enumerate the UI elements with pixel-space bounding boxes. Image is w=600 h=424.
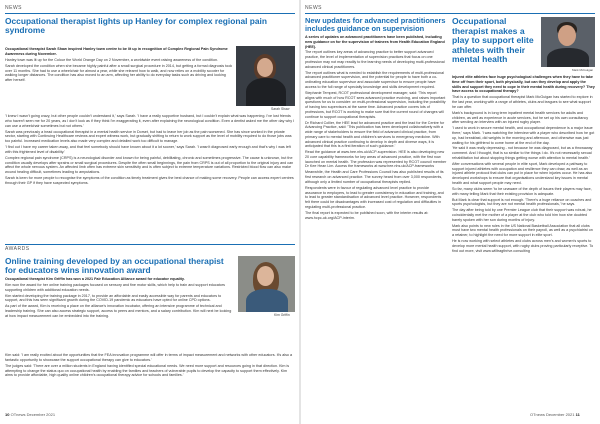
left-article-paragraph: 'I find out I have my career taken away, and that feel somebody should have known about it a lot sooner,' says Sarah. 'I wasn't diagnosed early enough and that's why I was left with this frightened level of disability.' xyxy=(5,145,291,154)
right-article-paragraph: Dr Richard Collier, the HEE lead for advanced practice and the lead for the Centre for Advancing Practice, said: 'This publication has been developed collaboratively with a wide range of stakeholders to ensure the field of advanced clinical practice, from primary care to mental health and children's services to emergency medicine. With advanced clinical practice continuing to develop in depth and diverse ways, it is anticipated that this is a first iteration of such guidance.' xyxy=(305,120,445,149)
photo-head-shape xyxy=(257,266,274,286)
left-article-paragraph: Sarah developed the condition when she became highly painful after a small surgical procedure in 2014, but getting a formal diagnosis took over 11 months. She had to use a wheelchair for almost a year, while she relearnt how to walk, and now relies on a mobility scooter for walking longer distances. The condition has also moved to an arm, affecting her ability to do everyday tasks such as driving and looking after herself. xyxy=(5,63,233,83)
right-header-rule xyxy=(305,13,595,14)
photo-head-shape xyxy=(257,58,273,77)
right-article xyxy=(305,17,447,220)
left-article-body xyxy=(5,46,233,83)
left-article-paragraph: Hanley town was lit up for the Colour the World Orange Day on 2 November, a worldwide event raising awareness of the condition. xyxy=(5,57,219,62)
kim-griffin-photo xyxy=(238,256,295,312)
right-article-paragraph: The report outlines key areas of advancing practice to better support advanced practice, the level of implementation of supervision practices that focus on one profession may not map readily to the learning needs of developing multi-professional advanced clinical practitioners. xyxy=(305,50,445,69)
photo-body-shape xyxy=(246,289,288,312)
photo-caption: Mark McGuigan xyxy=(572,68,594,72)
left-page-number: 10 xyxy=(5,412,10,417)
awards-rule xyxy=(5,244,295,245)
left-article-paragraph: Sarah was previously a head occupational therapist in a mental health service in Dorset, but had to leave her job as the pain worsened. She has since worked in the private sector, starting with Continuing Healthcare reviews and expert witness work, but gradually shifting to return to work support as the level of mobility required to do those jobs was too painful. Increased medication levels also made very complex and detailed work too difficult to manage. xyxy=(5,129,292,144)
photo-caption: Sarah Shaw xyxy=(271,107,290,111)
sidebar-paragraph: So far, many clubs seem 'to be unaware of the depth of issues their players may face, with many telling Mark that their existing provision is adequate. xyxy=(452,186,592,196)
sidebar-paragraph: Mark's background is in long term inpatient mental health services for adults and children, as well as experience in acute services, but he set up his own consultancy after sending an interview with an injured rugby player. xyxy=(452,110,589,125)
photo-head-shape xyxy=(558,25,576,46)
right-article-paragraph: The final report is expected to be published soon, with the interim results at: www.hcpc-uk.org/ACP-interim. xyxy=(305,210,429,220)
left-article xyxy=(5,17,295,36)
left-section-label: NEWS xyxy=(5,5,22,11)
awards-headline: Online training developed by an occupational therapist for educators wins innovation award xyxy=(5,256,224,276)
left-article-body-lower xyxy=(5,113,295,185)
awards-paragraph: Kim said: 'I am really excited about the opportunities that the FEA innovation programme will offer in terms of impact measurement and networks with other educators. It's also a fantastic opportunity to showcase the support occupational therapy can give to educators.' xyxy=(5,353,293,362)
awards-article-lower xyxy=(5,352,295,378)
right-footer xyxy=(530,412,580,417)
left-footer-text: OTnews December 2021 xyxy=(10,412,56,417)
sidebar-paragraph: After conversations with several people in elite sport, Mark developed a pathway to support injured athletes with occupation and resilience they can draw, as well as an injured athlete protocol that clubs can put in place for when injuries occur. He has also developed workshops to ensure that organisations understand key issues in mental health and what support people may need. xyxy=(452,161,593,185)
right-article-paragraph: A series of updates on advanced practitioners have been published, including new guidance on for the supervision of trainees from Health Education England (HEE). xyxy=(305,35,445,49)
awards-paragraph: Kim started developing the training package in 2017, to provide an affordable and easily accessible way for parents and educators to support, and this has seen significant growth during the COVID-19 pandemic as educators have opted for online CPD options. xyxy=(5,293,222,303)
awards-article xyxy=(5,257,235,319)
sidebar-body xyxy=(452,74,595,253)
sidebar-paragraph: He is now working with select athletes and clubs across men's and women's sports to develop more mental health support, with rugby clubs proving particularly receptive. To find out more, visit www.willtragthrive.consulting xyxy=(452,239,594,253)
awards-section-label: AWARDS xyxy=(5,246,30,252)
sidebar-paragraph: Mark also points to new rules in the US National Basketball Association that all clubs must have two mental health professionals on their payroll, as well as a psychiatrist on a retainer, to highlight the need for more support in elite sport. xyxy=(452,223,593,238)
photo-body-shape xyxy=(547,48,589,67)
left-article-paragraph: Complex regional pain syndrome (CRPS) is a neurological disorder and known for being painful, debilitating, chronic and sometimes progressive. The cause is unknown, but the condition usually develops after sprains or small surgical procedures. Despite the often small beginnings, the pain from CRPS is out of all proportion to the original injury and can affect the whole nervous system. An affected limb often has extreme skin sensitivity and is often subject to extreme temperature variations. Restricted blood flow can also make wound healing difficult, sometimes leading to amputations. xyxy=(5,155,294,174)
awards-paragraph: Occupational therapist Kim Griffin has won a 2021 Fair Education Alliance award for educator equality. xyxy=(5,277,185,281)
sidebar-paragraph: That is a question that occupational therapist Mark McGuigan has started to explore in the last year, working with a range of athletes, clubs and leagues to see what support he can offer. xyxy=(452,95,593,109)
right-article-headline: New updates for advanced practitioners includes guidance on supervision xyxy=(305,16,446,34)
left-article-paragraph: 'I knew I wasn't going crazy, but other people couldn't understand it,' says Sarah. 'I have a really supportive husband, but I couldn't explain what was happening. I've lost friends who haven't seen me for 20 years, as I don't look as if they think I'm exaggerating it, even after explaining the neurological condition. Even a dentist asked me the other day why I can use a wheelchair sometimes but not others.' xyxy=(5,114,295,128)
awards-paragraph: As part of the award, Kim is receiving a place on the alliance's innovation incubator, offering an intensive programme of technical and leadership training. She can also access strategic support, access to peers and mentors, and a salary contribution. Kim will next be looking at how impact measurement can be embedded into the training. xyxy=(5,304,232,318)
right-article-paragraph: Stephanie Tempest, RCOT professional development manager, said: 'This report aligns with much of how RCOT sees advanced practice evolving, and raises important questions for us to consider: on multi-professional supervision, including the possibility of having two supervisors at the same time. Advanced practice covers lots of professions, but RCOT is working to make sure that the current round of changes will continue to support occupational therapists. xyxy=(305,90,446,119)
right-article-paragraph: The report outlines what is needed to establish the requirements of multi-professional advanced practitioner supervision, and the potential for people to have both a co-ordinating education supervisor and associate supervisor to ensure people have access to the full range of specialty knowledge and skills development required. xyxy=(305,70,444,89)
sidebar-paragraph: 'He said it was really depressing - not because he was diagnosed, but as a throwaway comment. And I thought, that is so similar to the things I do. It's not necessarily sexual rehabilitation but about stopping things getting worse with attention to mental health.' xyxy=(452,146,593,160)
left-article-paragraph: Occupational therapist Sarah Shaw inspired Hanley town centre to be lit up in recognition of Complex Regional Pain Syndrome Awareness during November. xyxy=(5,47,228,56)
right-article-paragraph: Respondents were in favour of regulating advanced level practice to provide assurance to employers, to lead to greater consistency in education and training, and to lead to greater standardisation of advanced level practice. However, respondents felt there could be disadvantages with increased cost of regulation and difficulties in regulating multi-professional practice. xyxy=(305,185,444,209)
left-header-rule xyxy=(5,13,295,14)
page-gutter xyxy=(299,0,301,424)
right-article-paragraph: Read the guidance at www.hee.nhs.uk/ACP-supervision. HEE is also developing new 20 core capability frameworks for key areas of advanced practice, with the first now launched on mental health. The profession was represented by RCOT council member Dr Kee Hean Lim. Access the frameworks at www.hee.nhs.uk/ACP-frameworks xyxy=(305,150,447,169)
left-article-paragraph: Sarah is keen for more people to recognise the symptoms of the condition as timely treatment gives the best chance of making some recovery. People can access expert centres through their GP if they have suspected symptoms. xyxy=(5,175,294,185)
left-article-headline: Occupational therapist lights up Hanley for complex regional pain syndrome xyxy=(5,16,267,36)
awards-paragraph: The judges said: 'There are over a million students in England having identified special educational needs. We need more support and resources going in that direction. Kim is attempting to change the status quo on occupational health by enabling the families and teachers of vulnerable pupils to develop the capacity to support them effectively. Kim aims to provide affordable, high quality online children's occupational therapy advice for schools and families.' xyxy=(5,363,290,378)
right-section-label: NEWS xyxy=(305,5,322,11)
sidebar-paragraph: But Mark is clear that support is not enough. 'There's a huge reliance on coaches and sports psychologists, but they are not mental health professionals,' he says. xyxy=(452,197,592,207)
awards-paragraph: Kim won the award for her online training packages focused on sensory and fine motor skills, which help to train and support educators supporting children with additional education needs. xyxy=(5,282,225,292)
right-footer-text: OTnews December 2021 xyxy=(530,412,575,417)
sidebar-paragraph: 'I used to work in secure mental health, and occupational dependence is a major issue there,' says Mark. 'I was watching the interview with a player who described how he got up, had breakfast, did weights in the morning and afternoon, and otherwise was just waiting for his girlfriend to come home at the end of the day. xyxy=(452,126,595,145)
sidebar-paragraph: Injured elite athletes face huge psychological challenges when they have to take time off from their sport, both physically, but can they develop and apply the skills and support they need to cope in their mental health during recovery? They have access to occupational therapy? xyxy=(452,75,595,94)
photo-body-shape xyxy=(246,78,286,106)
right-article-paragraph: Meanwhile, the Health and Care Professions Council has also published results of its first research on advanced practice. The survey heard from over 3,000 respondents, although only a limited number of occupational therapists replied. xyxy=(305,170,444,184)
left-footer xyxy=(5,412,55,417)
sarah-shaw-photo xyxy=(236,46,295,106)
mark-mcguigan-photo xyxy=(541,17,595,67)
right-page-number: 11 xyxy=(575,412,580,417)
sidebar-paragraph: The day after being told by one Premier League club that their support was robust, he coincidentally met the mother of a player at the club who told him how she doubted barely spoken with her son during months of injury. xyxy=(452,208,592,222)
photo-caption: Kim Griffin xyxy=(274,313,290,317)
sidebar-headline: Occupational therapist makes a play to support elite athletes with their mental health xyxy=(452,16,534,65)
